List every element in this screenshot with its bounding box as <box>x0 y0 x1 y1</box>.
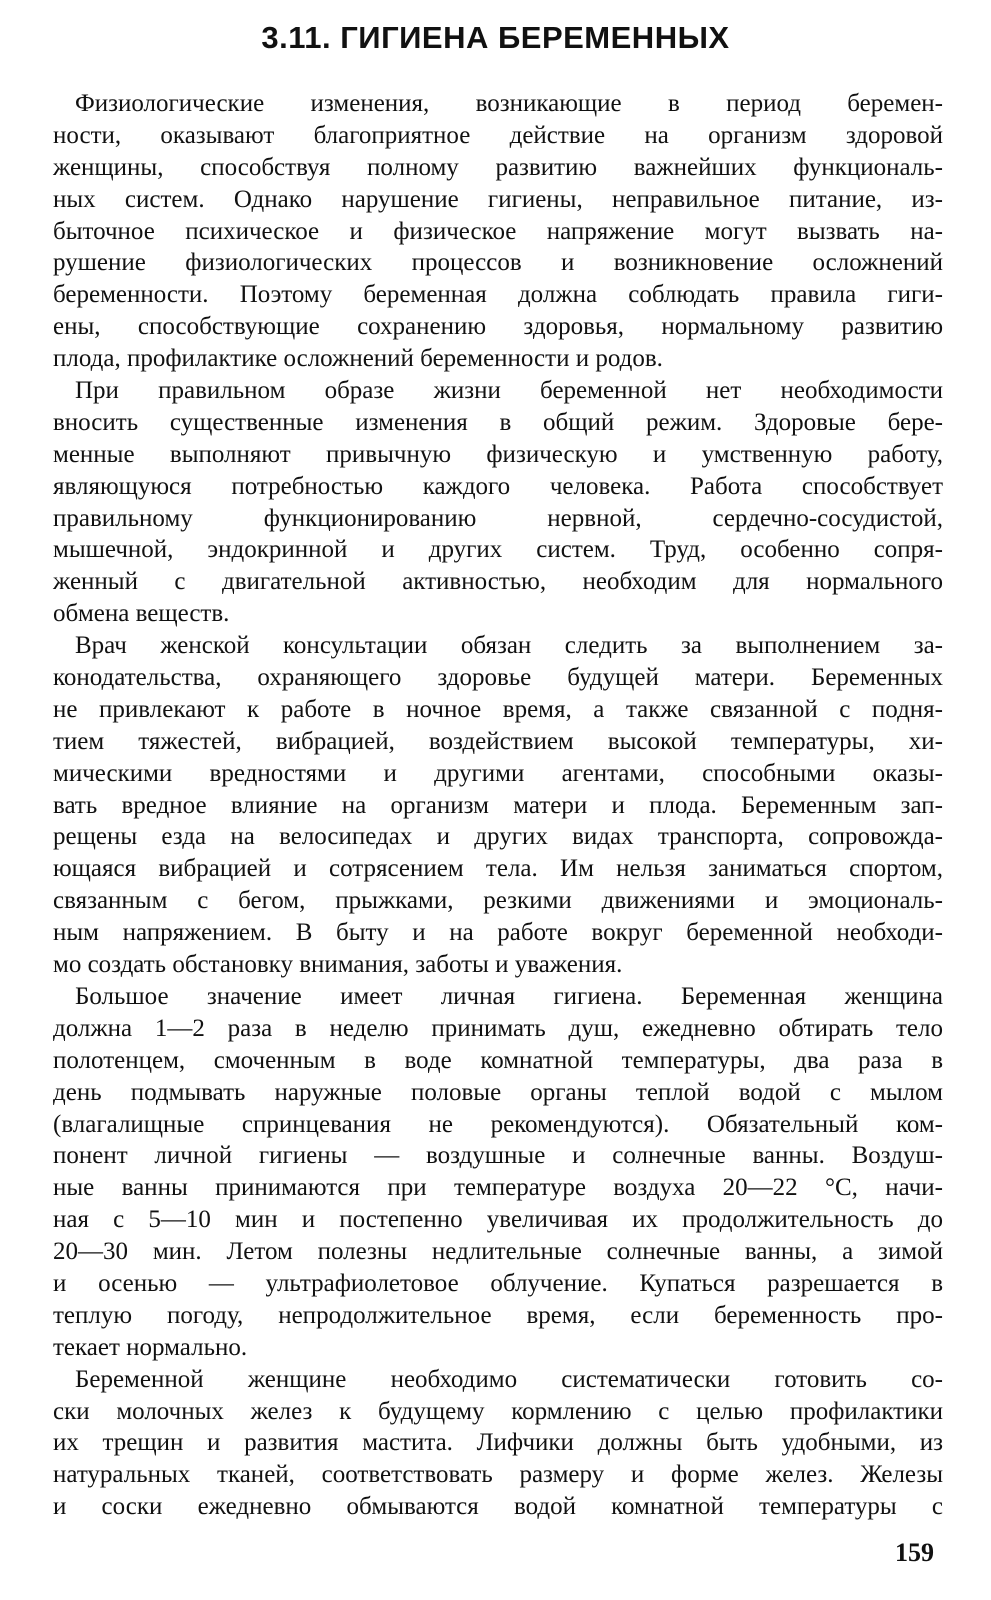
text-line: и соски ежедневно обмываются водой комнатной температуры с <box>53 1493 943 1521</box>
text-line: ности, оказывают благоприятное действие на организм здоровой <box>53 121 943 149</box>
paragraph <box>53 630 943 981</box>
text-line: рушение физиологических процессов и возникновение осложнений <box>53 249 943 277</box>
text-line: вать вредное влияние на организм матери и плода. Беременным зап- <box>53 791 943 819</box>
text-line: текает нормально. <box>53 1333 248 1361</box>
text-line: ены, способствующие сохранению здоровья, нормальному развитию <box>53 313 943 341</box>
text-line: быточное психическое и физическое напряжение могут вызвать на- <box>53 217 943 245</box>
text-line: не привлекают к работе в ночное время, а также связанной с подня- <box>53 695 943 723</box>
text-line: Физиологические изменения, возникающие в период беремен- <box>75 90 943 117</box>
text-line: обмена веществ. <box>53 600 230 628</box>
paragraph <box>53 375 943 630</box>
text-line: Беременной женщине необходимо систематически готовить со- <box>75 1365 943 1393</box>
text-line: являющуюся потребностью каждого человека. Работа способствует <box>53 472 943 500</box>
text-line: мышечной, эндокринной и других систем. Труд, особенно сопря- <box>53 536 943 564</box>
text-line: ски молочных желез к будущему кормлению с целью профилактики <box>53 1397 943 1425</box>
text-line: женный с двигательной активностью, необходим для нормального <box>53 568 943 596</box>
text-line: ным напряжением. В быту и на работе вокруг беременной необходи- <box>53 919 943 947</box>
text-line: плода, профилактике осложнений беременности и родов. <box>53 345 663 373</box>
text-line: полотенцем, смоченным в воде комнатной температуры, два раза в <box>53 1046 943 1074</box>
text-line: женщины, способствуя полному развитию важнейших функциональ- <box>53 153 943 181</box>
text-line: должна 1—2 раза в неделю принимать душ, ежедневно обтирать тело <box>53 1014 943 1042</box>
text-line: теплую погоду, непродолжительное время, если беременность про- <box>53 1301 943 1329</box>
text-line: мическими вредностями и другими агентами, способными оказы- <box>53 759 943 787</box>
text-line: Врач женской консультации обязан следить за выполнением за- <box>75 632 943 660</box>
text-line: понент личной гигиены — воздушные и солнечные ванны. Воздуш- <box>53 1142 943 1170</box>
text-line: 20—30 мин. Летом полезны недлительные солнечные ванны, а зимой <box>53 1238 943 1266</box>
text-line: ная с 5—10 мин и постепенно увеличивая их продолжительность до <box>53 1206 943 1234</box>
text-line: правильному функционированию нервной, сердечно-сосудистой, <box>53 504 943 532</box>
text-line: ных систем. Однако нарушение гигиены, неправильное питание, из- <box>53 185 943 213</box>
text-line: и осенью — ультрафиолетовое облучение. Купаться разрешается в <box>53 1269 943 1297</box>
text-line: менные выполняют привычную физическую и умственную работу, <box>53 440 943 468</box>
text-line: связанным с бегом, прыжками, резкими движениями и эмоциональ- <box>53 887 943 915</box>
text-line: ющаяся вибрацией и сотрясением тела. Им нельзя заниматься спортом, <box>53 855 943 883</box>
text-line: натуральных тканей, соответствовать размеру и форме желез. Железы <box>53 1461 943 1489</box>
text-line: их трещин и развития мастита. Лифчики должны быть удобными, из <box>53 1429 943 1457</box>
body-text <box>53 88 943 1523</box>
text-line: конодательства, охраняющего здоровье будущей матери. Беременных <box>53 664 943 692</box>
text-line: тием тяжестей, вибрацией, воздействием высокой температуры, хи- <box>53 727 943 755</box>
text-line: вносить существенные изменения в общий режим. Здоровые бере- <box>53 408 943 436</box>
text-line: При правильном образе жизни беременной нет необходимости <box>75 377 943 405</box>
text-line: беременности. Поэтому беременная должна соблюдать правила гиги- <box>53 281 943 309</box>
paragraph <box>53 981 943 1364</box>
text-line: Большое значение имеет личная гигиена. Беременная женщина <box>75 982 943 1010</box>
section-heading: 3.11. ГИГИЕНА БЕРЕМЕННЫХ <box>261 20 730 55</box>
text-line: ные ванны принимаются при температуре воздуха 20—22 °С, начи- <box>53 1174 943 1202</box>
text-line: мо создать обстановку внимания, заботы и уважения. <box>53 951 623 979</box>
text-line: (влагалищные спринцевания не рекомендуются). Обязательный ком- <box>53 1110 943 1138</box>
paragraph <box>53 1364 943 1523</box>
page-number: 159 <box>895 1538 934 1567</box>
text-line: рещены езда на велосипедах и других видах транспорта, сопровожда- <box>53 823 943 851</box>
paragraph <box>53 88 943 375</box>
text-line: день подмывать наружные половые органы теплой водой с мылом <box>53 1078 943 1106</box>
